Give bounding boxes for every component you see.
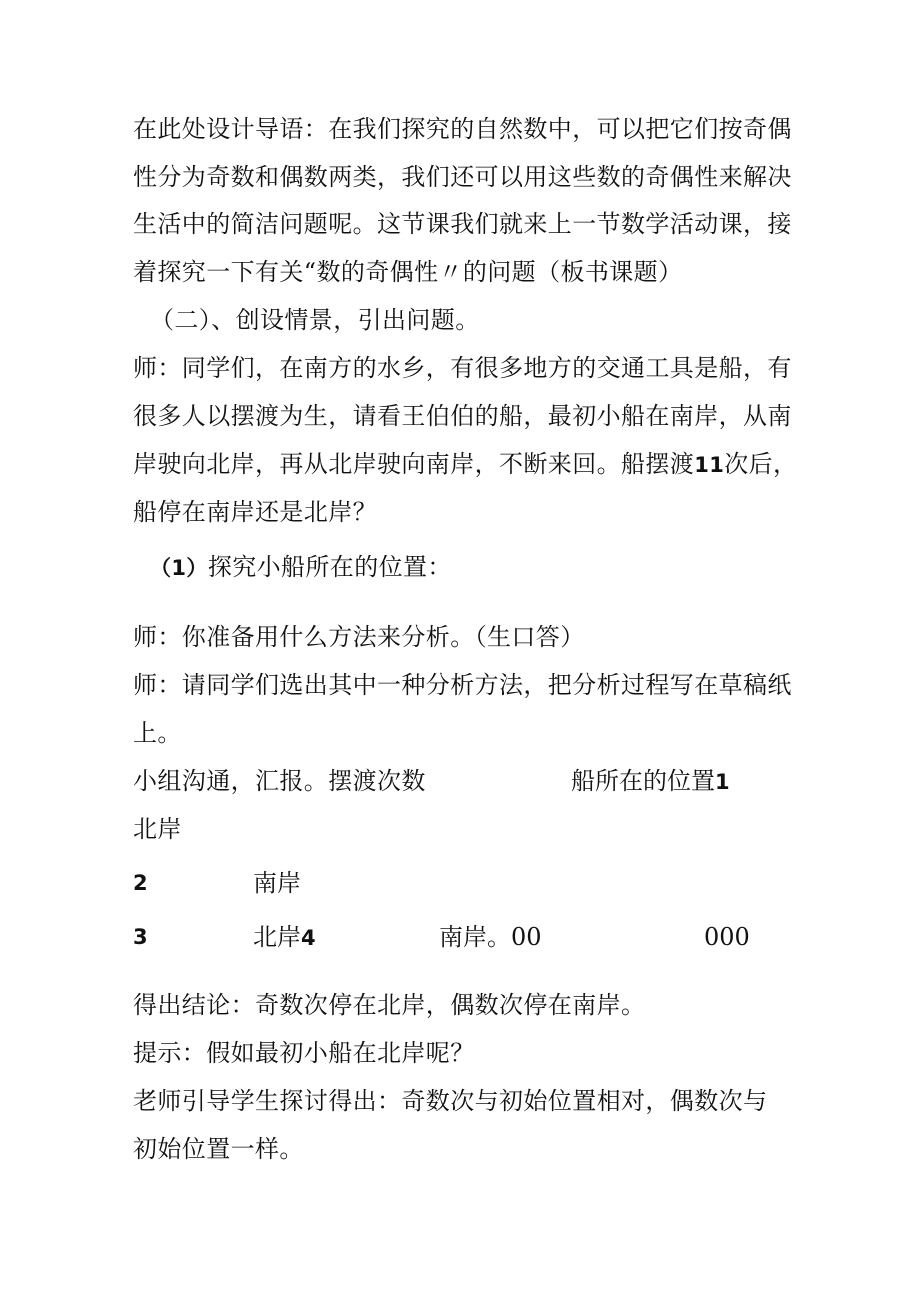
intro-line-3: 生活中的简洁问题呢。这节课我们就来上一节数学活动课，接 bbox=[133, 210, 792, 238]
conclusion-line-1: 得出结论：奇数次停在北岸，偶数次停在南岸。 bbox=[133, 991, 646, 1019]
intro-line-2: 性分为奇数和偶数两类，我们还可以用这些数的奇偶性来解决 bbox=[133, 163, 792, 191]
question-line-2: 很多人以摆渡为生，请看王伯伯的船，最初小船在南岸，从南 bbox=[133, 402, 792, 430]
row4-position: 南岸。00 bbox=[439, 923, 542, 951]
row2-position: 南岸 bbox=[253, 869, 301, 897]
question-line-4: 船停在南岸还是北岸？ bbox=[133, 498, 377, 526]
teacher-line-2: 师：请同学们选出其中一种分析方法，把分析过程写在草稿纸 bbox=[133, 671, 792, 699]
subheading-text: 探究小船所在的位置： bbox=[207, 553, 452, 581]
crossing-count: 11 bbox=[694, 453, 725, 477]
subheading-number: （1） bbox=[150, 556, 208, 580]
table-col2-header bbox=[571, 764, 730, 799]
question-line-3-end: 次后， bbox=[724, 450, 798, 478]
teacher-line-3: 上。 bbox=[133, 719, 182, 747]
conclusion-line-2: 提示：假如最初小船在北岸呢？ bbox=[133, 1039, 475, 1067]
row3-cell bbox=[253, 920, 316, 955]
conclusion-line-4: 初始位置一样。 bbox=[133, 1135, 304, 1163]
question-line-3-text: 岸驶向北岸，再从北岸驶向南岸，不断来回。船摆渡 bbox=[133, 450, 695, 478]
conclusion-line-3: 老师引导学生探讨得出：奇数次与初始位置相对，偶数次与 bbox=[133, 1087, 768, 1115]
row3-position: 北岸 bbox=[253, 923, 301, 951]
row1-position: 北岸 bbox=[133, 815, 182, 843]
table-intro: 小组沟通，汇报。摆渡次数 bbox=[133, 767, 426, 795]
intro-line-4: 着探究一下有关“数的奇偶性〃的问题（板书课题） bbox=[133, 258, 683, 286]
teacher-line-1: 师：你准备用什么方法来分析。（生口答） bbox=[133, 623, 585, 651]
row1-number: 1 bbox=[715, 770, 730, 794]
row4-number: 4 bbox=[301, 926, 316, 950]
table-ellipsis: 000 bbox=[704, 923, 750, 951]
section-heading: （二）、创设情景，引出问题。 bbox=[150, 306, 480, 334]
row3-number: 3 bbox=[133, 925, 148, 949]
subheading bbox=[150, 550, 452, 585]
question-line-1: 师：同学们，在南方的水乡，有很多地方的交通工具是船，有 bbox=[133, 354, 792, 382]
col2-header-text: 船所在的位置 bbox=[571, 767, 715, 795]
row2-number: 2 bbox=[133, 871, 148, 895]
question-line-3 bbox=[133, 447, 797, 482]
intro-line-1: 在此处设计导语：在我们探究的自然数中，可以把它们按奇偶 bbox=[133, 115, 792, 143]
